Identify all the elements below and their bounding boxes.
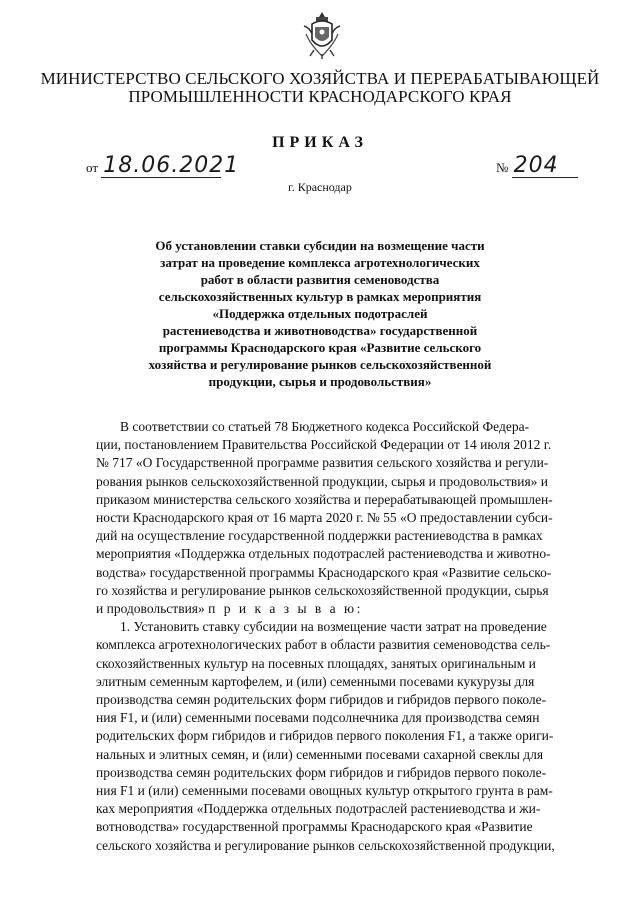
- ministry-line-1: МИНИСТЕРСТВО СЕЛЬСКОГО ХОЗЯЙСТВА И ПЕРЕРАБАТЫВАЮЩЕЙ: [40, 69, 600, 88]
- body-line: водства» государственной программы Краснодарского края «Развитие сельско-: [96, 564, 552, 580]
- body-line: го хозяйства и регулирование рынков сельскохозяйственной продукции, сырья: [96, 582, 549, 598]
- ministry-name: [40, 70, 600, 106]
- body-line: нальных и элитных семян, и (или) семенными посевами сахарной свеклы для: [96, 746, 544, 762]
- body-line: приказом министерства сельского хозяйства и перерабатывающей промышлен-: [96, 491, 553, 507]
- body-line: [96, 600, 618, 618]
- subject-line: растениеводства и животноводства» государственной: [162, 323, 478, 338]
- body-line-text: и продовольствия»: [96, 601, 209, 617]
- body-line: рования рынков сельскохозяйственной продукции, сырья и продовольствия» и: [96, 473, 549, 489]
- date-value: 18.06.2021: [103, 153, 240, 178]
- order-body: [96, 418, 618, 855]
- order-date: [86, 153, 240, 178]
- body-line: производства семян родительских форм гибридов и гибридов первого поколе-: [96, 764, 547, 780]
- ministry-line-2: ПРОМЫШЛЕННОСТИ КРАСНОДАРСКОГО КРАЯ: [128, 87, 512, 106]
- order-word: п р и к а з ы в а ю:: [208, 601, 363, 617]
- body-line: дий на осуществление государственной поддержки растениеводства в рамках: [96, 528, 543, 544]
- subject-line: программы Краснодарского края «Развитие сельского: [158, 340, 482, 355]
- body-line: ния F1 и (или) семенными посевами овощных культур открытого грунта в рам-: [96, 783, 553, 799]
- subject-line: работ в области развития семеноводства: [200, 272, 440, 287]
- body-line: комплекса агротехнологических работ в области развития семеноводства сель-: [96, 637, 551, 653]
- body-line: ках мероприятия «Поддержка отдельных подотраслей растениеводства и жи-: [96, 801, 541, 817]
- subject-line: «Поддержка отдельных подотраслей: [212, 306, 428, 321]
- body-line: элитным семенным картофелем, и (или) семенными посевами кукурузы для: [96, 673, 535, 689]
- body-line: сельского хозяйства и регулирование рынков сельскохозяйственной продукции,: [96, 837, 555, 853]
- document-type-title: ПРИКАЗ: [272, 134, 368, 151]
- city: г. Краснодар: [288, 180, 352, 194]
- body-line: ния F1, и (или) семенными посевами подсолнечника для производства семян: [96, 710, 540, 726]
- subject-line: затрат на проведение комплекса агротехнологических: [160, 255, 480, 270]
- number-prefix: №: [496, 160, 509, 175]
- subject-line: хозяйства и регулирование рынков сельскохозяйственной: [148, 357, 492, 372]
- number-value: 204: [512, 155, 578, 178]
- order-subject: [130, 237, 510, 390]
- subject-line: Об установлении ставки субсидии на возмещение части: [155, 238, 485, 253]
- body-line: производства семян родительских форм гибридов и гибридов первого поколе-: [96, 692, 547, 708]
- body-line: ности Краснодарского края от 16 марта 2020 г. № 55 «О предоставлении субси-: [96, 510, 553, 526]
- body-line: В соответствии со статьей 78 Бюджетного кодекса Российской Федера-: [120, 419, 530, 434]
- body-line: № 717 «О Государственной программе развития сельского хозяйства и регули-: [96, 455, 549, 471]
- subject-line: продукции, сырья и продовольствия»: [208, 374, 432, 389]
- order-number: [496, 155, 578, 178]
- date-prefix: от: [86, 160, 99, 175]
- body-line: ции, постановлением Правительства Российской Федерации от 14 июля 2012 г.: [96, 437, 552, 453]
- body-line: мероприятия «Поддержка отдельных подотраслей растениеводства и животно-: [96, 546, 551, 562]
- body-line: вотноводства» государственной программы Краснодарского края «Развитие: [96, 819, 533, 835]
- body-line: родительских форм гибридов и гибридов первого поколения F1, а также ориги-: [96, 728, 554, 744]
- body-line: 1. Установить ставку субсидии на возмещение части затрат на проведение: [120, 619, 547, 635]
- subject-line: сельскохозяйственных культур в рамках мероприятия: [158, 289, 482, 304]
- coat-of-arms-icon: [302, 10, 342, 60]
- body-line: скохозяйственных культур на посевных площадях, занятых оригинальным и: [96, 655, 536, 671]
